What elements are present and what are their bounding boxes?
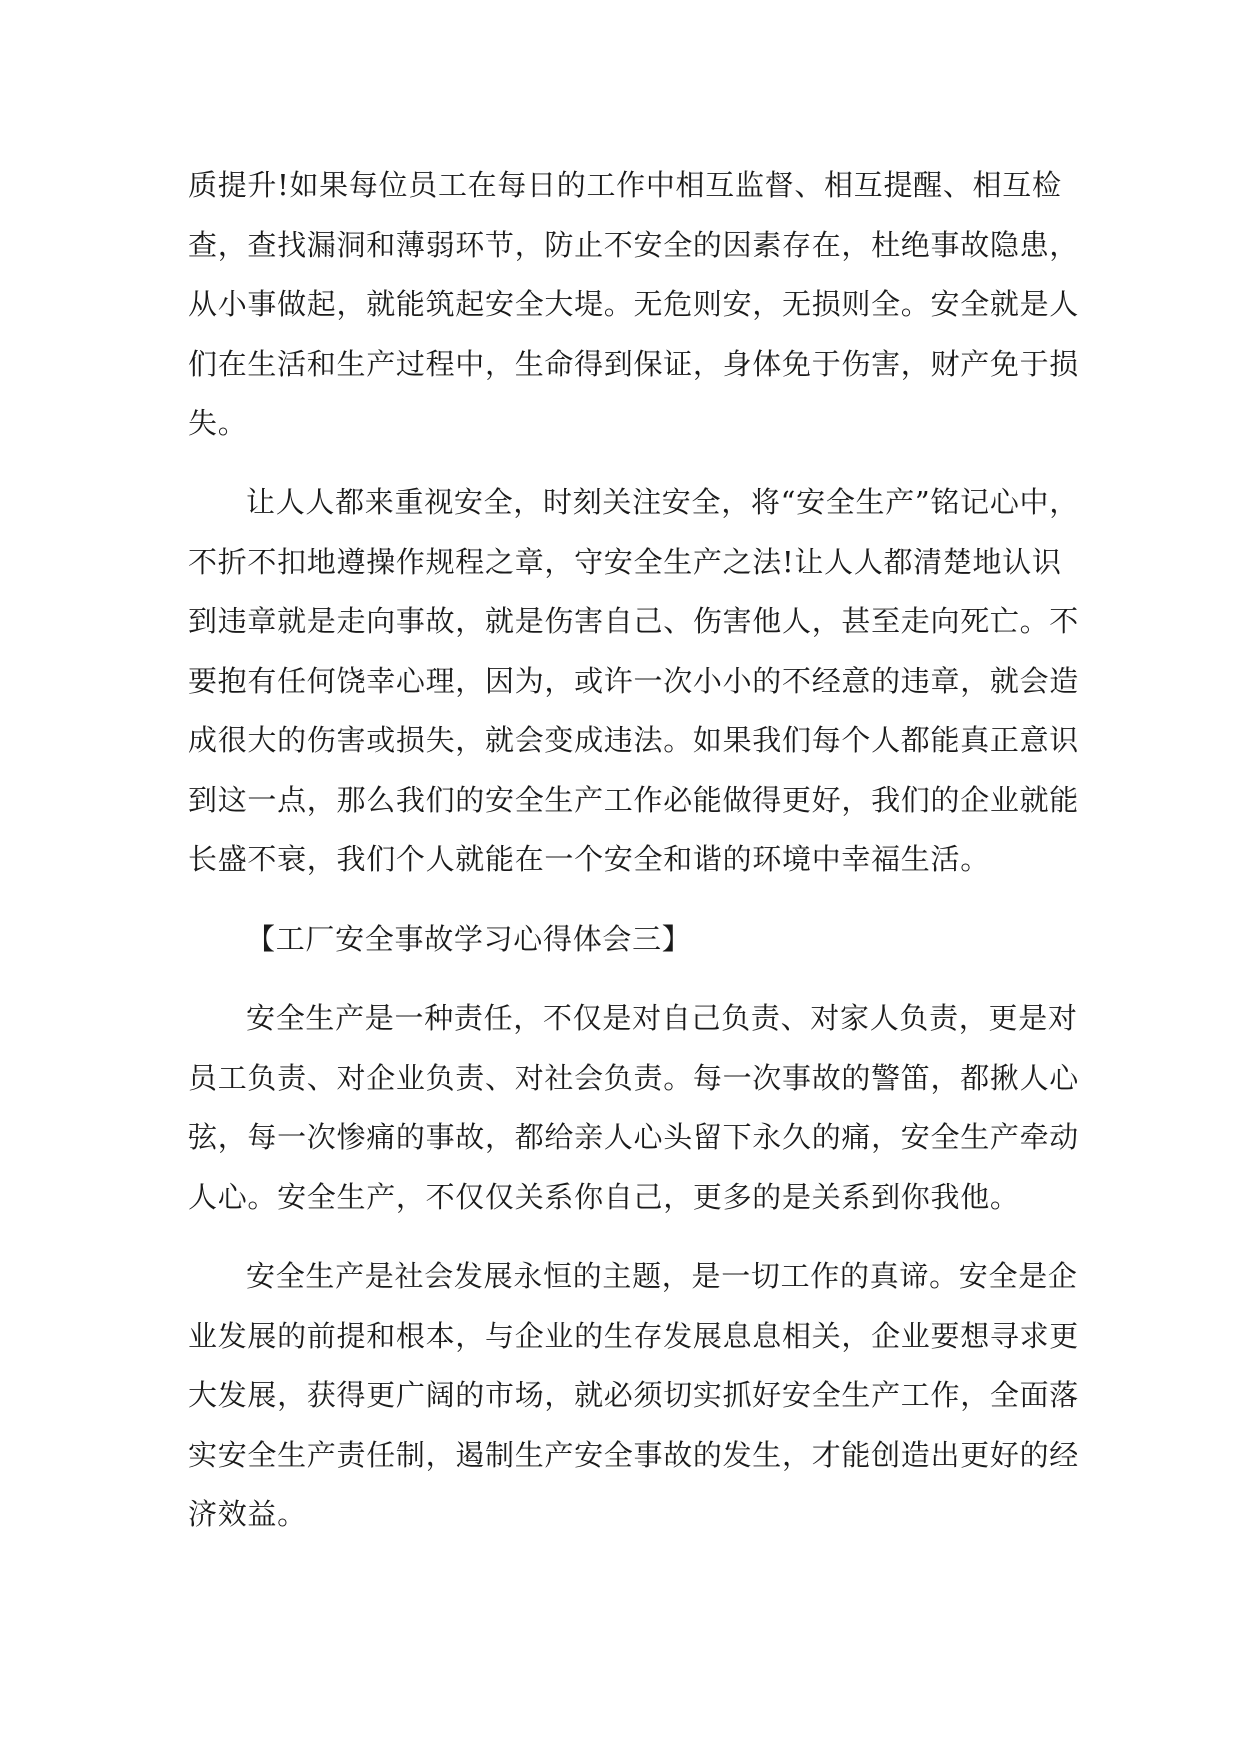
paragraph-1-line-4: 们在生活和生产过程中，生命得到保证，身体免于伤害，财产免于损 bbox=[188, 347, 1080, 381]
paragraph-4-line-1: 安全生产是社会发展永恒的主题，是一切工作的真谛。安全是企 bbox=[246, 1259, 1078, 1293]
paragraph-1-line-5: 失。 bbox=[188, 406, 248, 440]
paragraph-2-line-1: 让人人都来重视安全，时刻关注安全，将“安全生产”铭记心中， bbox=[246, 485, 1079, 519]
paragraph-4-line-3: 大发展，获得更广阔的市场，就必须切实抓好安全生产工作，全面落 bbox=[188, 1378, 1080, 1412]
paragraph-3-line-4: 人心。安全生产，不仅仅关系你自己，更多的是关系到你我他。 bbox=[188, 1180, 1020, 1214]
paragraph-2-line-6: 到这一点，那么我们的安全生产工作必能做得更好，我们的企业就能 bbox=[188, 783, 1080, 817]
paragraph-4-line-5: 济效益。 bbox=[188, 1497, 307, 1531]
paragraph-4-line-2: 业发展的前提和根本，与企业的生存发展息息相关，企业要想寻求更 bbox=[188, 1319, 1080, 1353]
paragraph-3-line-2: 员工负责、对企业负责、对社会负责。每一次事故的警笛，都揪人心 bbox=[188, 1061, 1080, 1095]
paragraph-2-line-5: 成很大的伤害或损失，就会变成违法。如果我们每个人都能真正意识 bbox=[188, 723, 1080, 757]
paragraph-2-line-7: 长盛不衰，我们个人就能在一个安全和谐的环境中幸福生活。 bbox=[188, 842, 990, 876]
paragraph-2-line-3: 到违章就是走向事故，就是伤害自己、伤害他人，甚至走向死亡。不 bbox=[188, 604, 1080, 638]
paragraph-1-line-3: 从小事做起，就能筑起安全大堤。无危则安，无损则全。安全就是人 bbox=[188, 287, 1080, 321]
paragraph-1-line-1: 质提升!如果每位员工在每日的工作中相互监督、相互提醒、相互检 bbox=[188, 168, 1062, 202]
paragraph-2-line-4: 要抱有任何饶幸心理，因为，或许一次小小的不经意的违章，就会造 bbox=[188, 664, 1080, 698]
paragraph-2-line-2: 不折不扣地遵操作规程之章，守安全生产之法!让人人都清楚地认识 bbox=[188, 545, 1062, 579]
paragraph-1-line-2: 查，查找漏洞和薄弱环节，防止不安全的因素存在，杜绝事故隐患， bbox=[188, 228, 1080, 262]
section-heading: 【工厂安全事故学习心得体会三】 bbox=[246, 922, 692, 956]
paragraph-3-line-3: 弦，每一次惨痛的事故，都给亲人心头留下永久的痛，安全生产牵动 bbox=[188, 1120, 1080, 1154]
paragraph-4-line-4: 实安全生产责任制，遏制生产安全事故的发生，才能创造出更好的经 bbox=[188, 1438, 1080, 1472]
paragraph-3-line-1: 安全生产是一种责任，不仅是对自己负责、对家人负责，更是对 bbox=[246, 1001, 1078, 1035]
